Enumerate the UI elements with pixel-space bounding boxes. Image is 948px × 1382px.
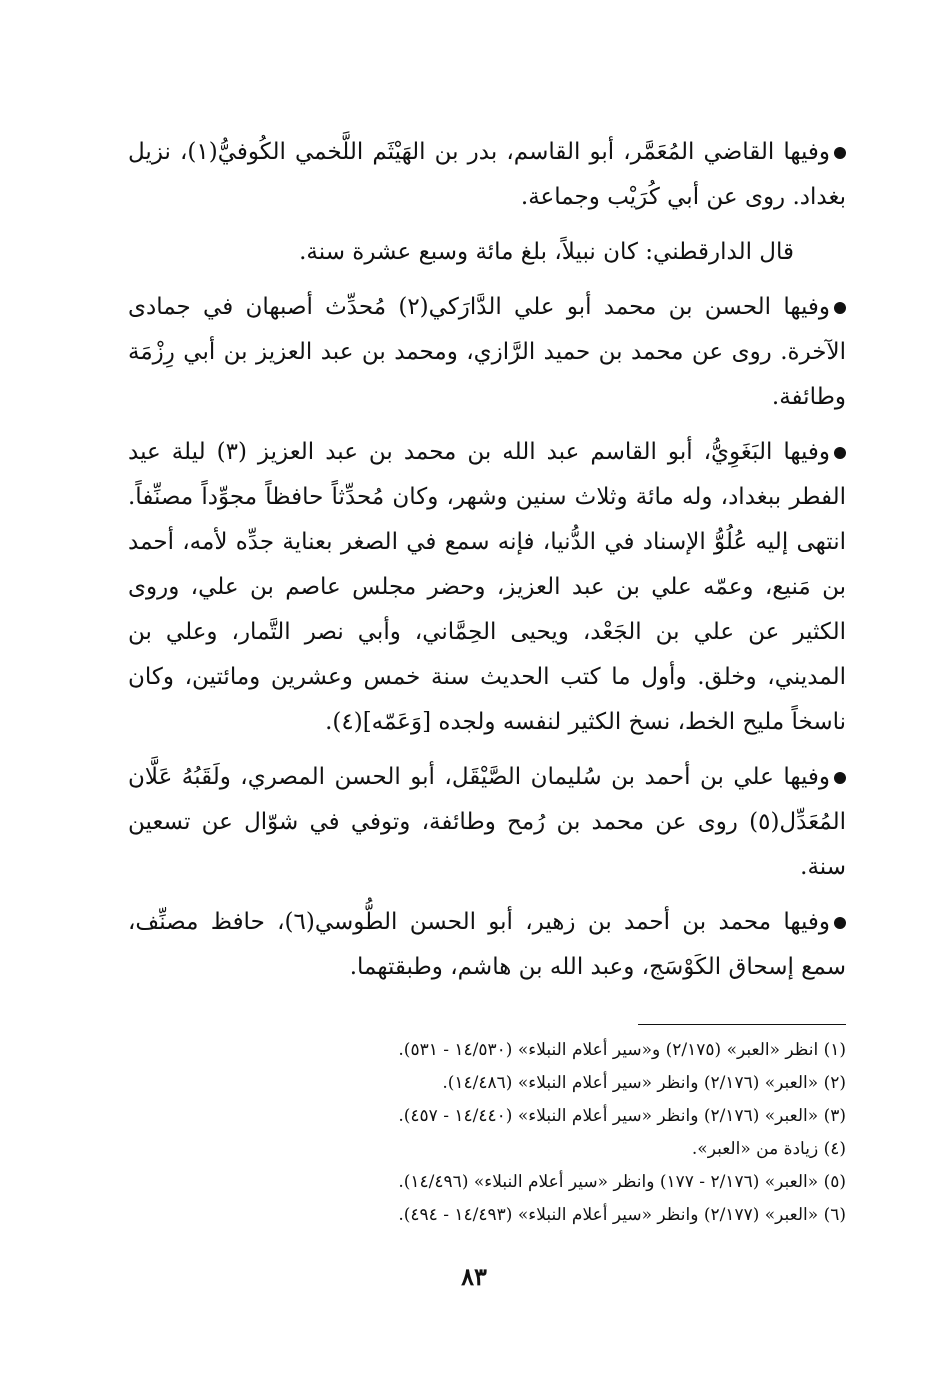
bullet-icon	[834, 302, 846, 314]
paragraph-text: وفيها الحسن بن محمد أبو علي الدَّارَكي(٢) مُحدِّث أصبهان في جمادى الآخرة. روى عن محمد بن حميد الرَّازي، ومحمد بن عبد العزيز بن أبي رِزْمَة وطائفة.	[128, 294, 846, 410]
footnote-5: (٥) «العبر» (٢/١٧٦ - ١٧٧) وانظر «سير أعلام النبلاء» (١٤/٤٩٦).	[398, 1172, 846, 1192]
paragraph-daraqutni-quote	[128, 230, 846, 275]
bullet-icon	[834, 772, 846, 784]
bullet-icon	[834, 147, 846, 159]
paragraph-badr-ibn-al-haytham	[128, 130, 846, 220]
paragraph-al-sayqal	[128, 755, 846, 890]
footnote-6: (٦) «العبر» (٢/١٧٧) وانظر «سير أعلام النبلاء» (١٤/٤٩٣ - ٤٩٤).	[398, 1205, 846, 1225]
page-number: ٨٣	[461, 1262, 487, 1291]
paragraph-text: قال الدارقطني: كان نبيلاً، بلغ مائة وسبع عشرة سنة.	[299, 239, 794, 265]
footnote-2: (٢) «العبر» (٢/١٧٦) وانظر «سير أعلام النبلاء» (١٤/٤٨٦).	[442, 1073, 846, 1093]
bullet-icon	[834, 917, 846, 929]
footnote-3: (٣) «العبر» (٢/١٧٦) وانظر «سير أعلام النبلاء» (١٤/٤٤٠ - ٤٥٧).	[398, 1106, 846, 1126]
footnotes	[128, 1034, 846, 1232]
paragraph-text: وفيها محمد بن أحمد بن زهير، أبو الحسن الطُّوسي(٦)، حافظ مصنِّف، سمع إسحاق الكَوْسَج، وعبد الله بن هاشم، وطبقتهما.	[128, 909, 846, 980]
bullet-icon	[834, 447, 846, 459]
main-text	[128, 130, 846, 990]
paragraph-text: وفيها علي بن أحمد بن سُليمان الصَّيْقَل، أبو الحسن المصري، ولَقَبُهُ عَلَّان المُعَدِّل(٥) روى عن محمد بن رُمح وطائفة، وتوفي في شوّال عن تسعين سنة.	[128, 764, 846, 880]
footnote-4: (٤) زيادة من «العبر».	[691, 1139, 846, 1159]
paragraph-text: وفيها البَغَوِيُّ، أبو القاسم عبد الله بن محمد بن عبد العزيز (٣) ليلة عيد الفطر ببغداد، وله مائة وثلاث سنين وشهر، وكان مُحدِّثاً حافظاً مجوِّداً مصنِّفاً. انتهى إليه عُلُوُّ الإسناد في الدُّنيا، فإنه سمع في الصغر بعناية جدِّه لأمه، أحمد بن مَنيع، وعمّه علي بن عبد العزيز، وحضر مجلس عاصم بن علي، وروى الكثير عن علي بن الجَعْد، ويحيى الحِمَّاني، وأبي نصر التَّمار، وعلي بن المديني، وخلق. وأول ما كتب الحديث سنة خمس وعشرين ومائتين، وكان ناسخاً مليح الخط، نسخ الكثير لنفسه ولجده [وَعَمّه](٤).	[128, 439, 846, 735]
footnote-1: (١) انظر «العبر» (٢/١٧٥) و«سير أعلام النبلاء» (١٤/٥٣٠ - ٥٣١).	[398, 1040, 846, 1060]
paragraph-al-darakee	[128, 285, 846, 420]
footnote-divider	[638, 1024, 846, 1025]
paragraph-text: وفيها القاضي المُعَمَّر، أبو القاسم، بدر بن الهَيْثَم اللَّخمي الكُوفيُّ(١)، نزيل بغداد. روى عن أبي كُرَيْب وجماعة.	[128, 139, 846, 210]
paragraph-al-baghawi	[128, 430, 846, 745]
paragraph-al-tusi	[128, 900, 846, 990]
